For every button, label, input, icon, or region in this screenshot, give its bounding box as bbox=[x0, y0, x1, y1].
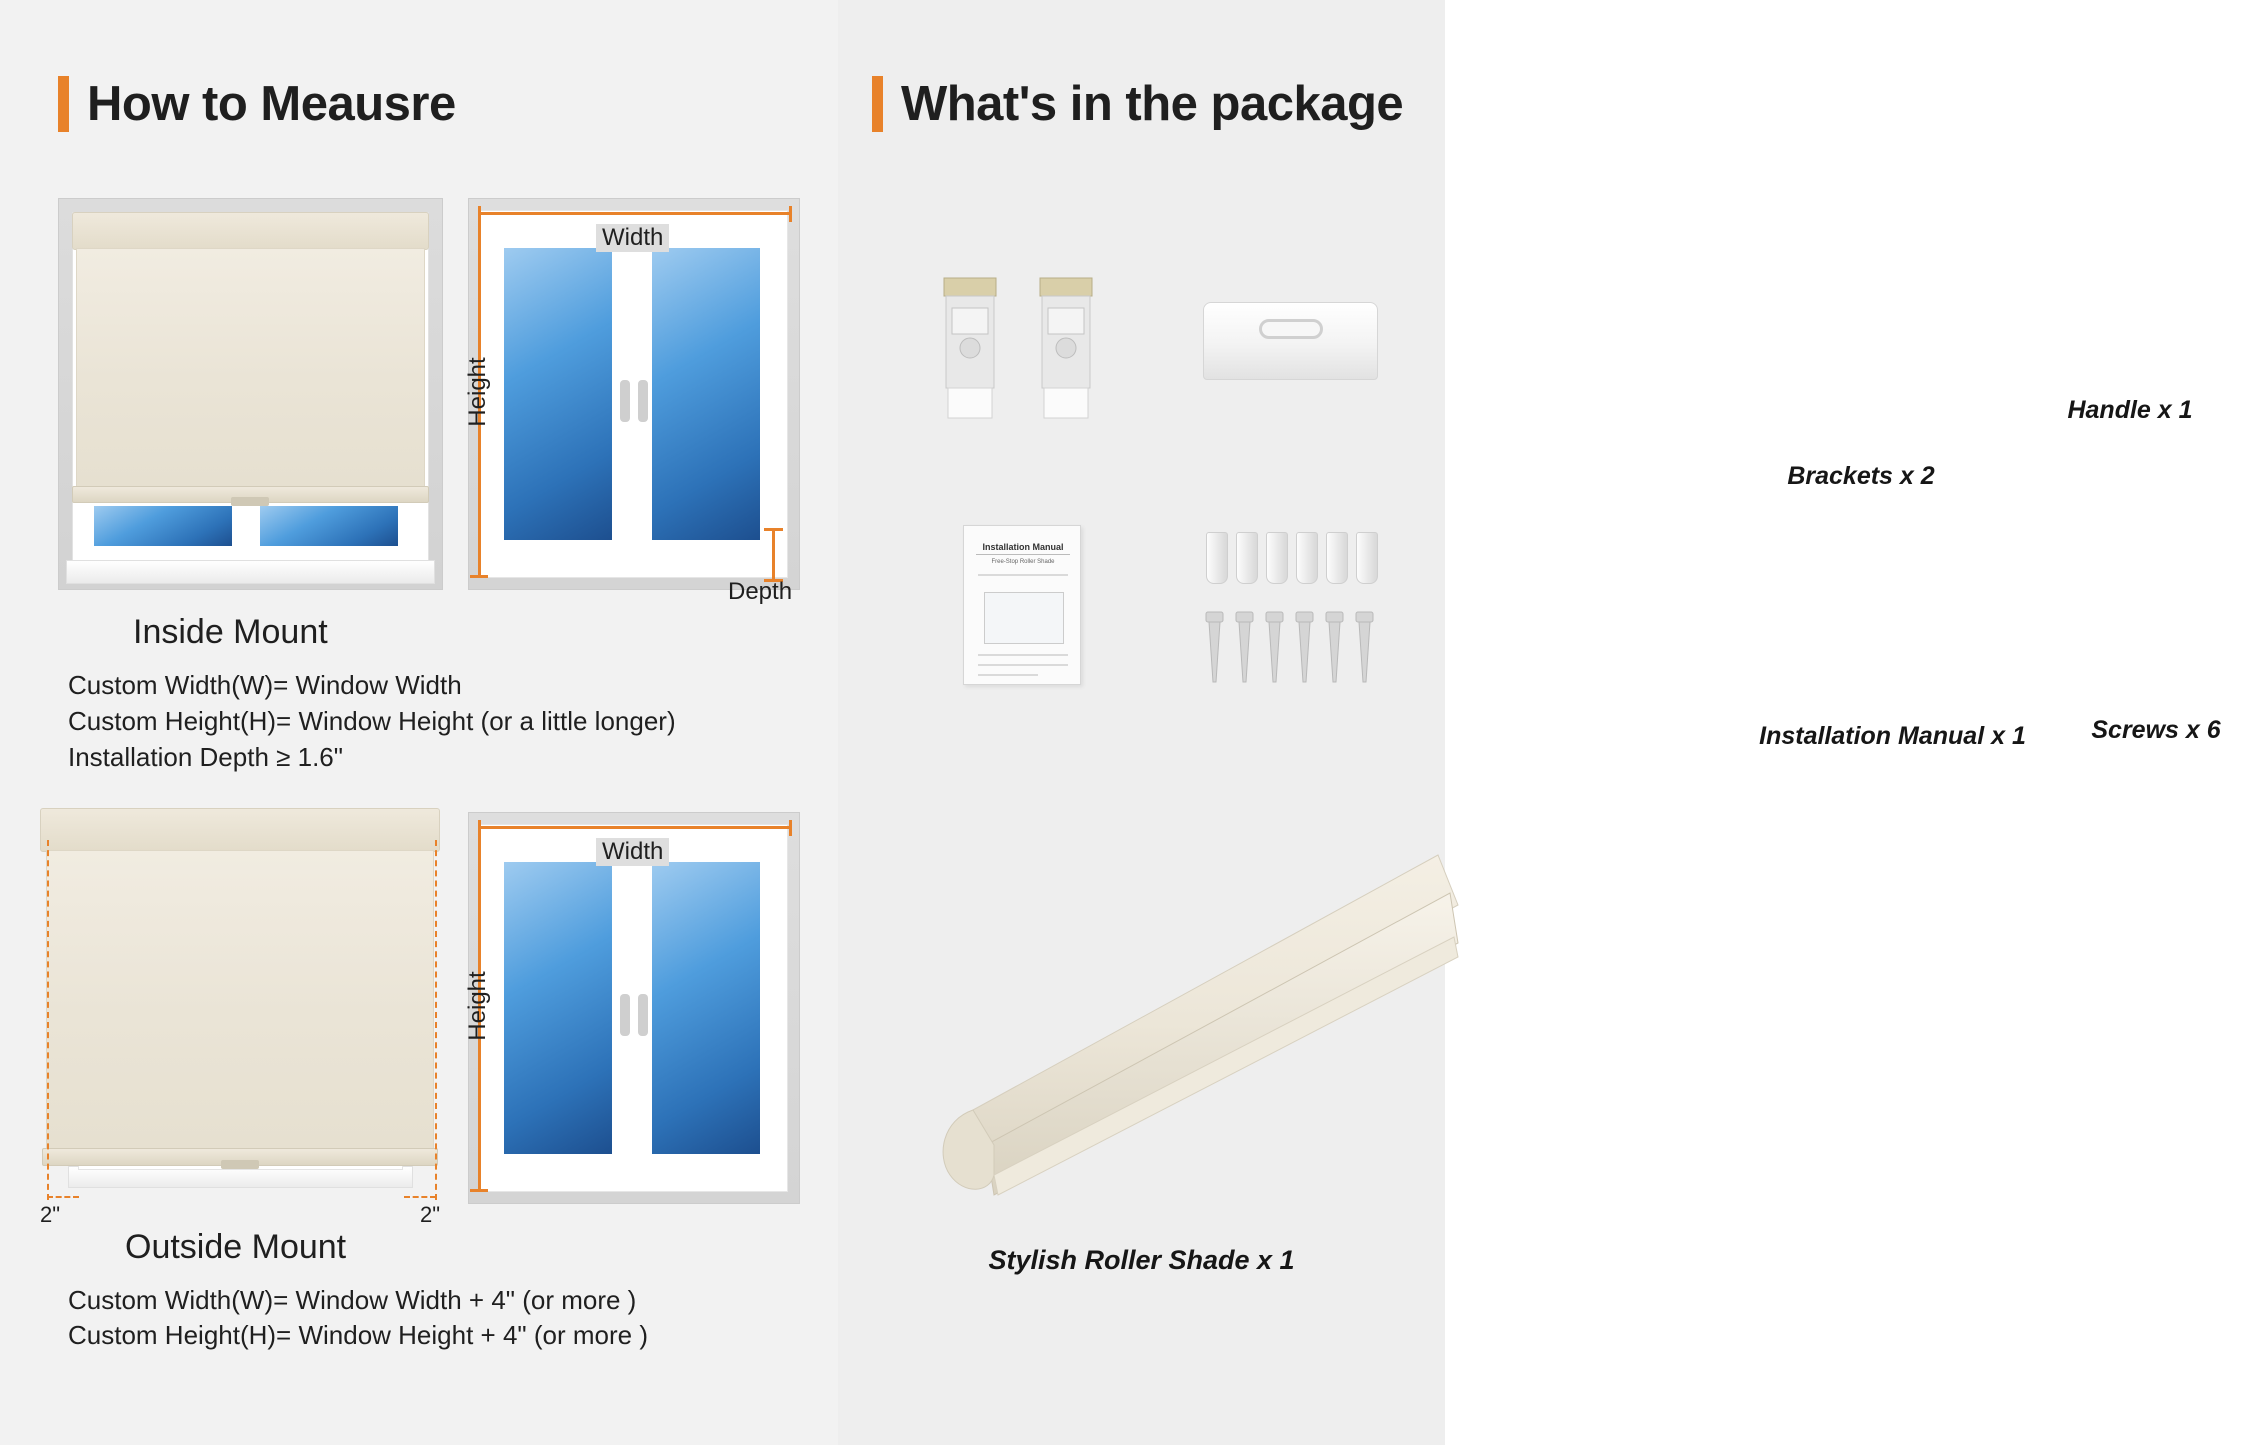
window-handle-right bbox=[638, 380, 648, 422]
glass-pane-left bbox=[88, 500, 238, 552]
how-to-measure-panel bbox=[0, 0, 838, 1445]
manual-rule-2 bbox=[978, 654, 1068, 656]
window-handle-left bbox=[620, 380, 630, 422]
depth-label: Depth bbox=[728, 578, 793, 605]
outside-width-dimension-line bbox=[478, 826, 792, 829]
brackets-icon bbox=[936, 272, 1106, 432]
height-label: Height bbox=[464, 357, 491, 427]
outside-width-label: Width bbox=[596, 838, 669, 866]
measure-glass-left bbox=[496, 240, 620, 548]
width-dimension-line bbox=[478, 212, 792, 215]
outside-width-tick-right bbox=[789, 820, 792, 836]
package-title bbox=[872, 76, 1403, 132]
overhang-guide-right bbox=[435, 840, 437, 1200]
shade-headrail bbox=[72, 212, 429, 250]
overhang-label-left: 2" bbox=[40, 1202, 61, 1227]
outside-measure-glass-left bbox=[496, 854, 620, 1162]
brackets-caption: Brackets x 2 bbox=[1787, 462, 1935, 490]
manual-caption: Installation Manual x 1 bbox=[1759, 722, 2026, 750]
wall-anchor-3 bbox=[1266, 532, 1288, 584]
installation-manual-illustration bbox=[963, 525, 1081, 685]
left-title-text: How to Meausre bbox=[87, 77, 456, 131]
handle-illustration bbox=[1203, 302, 1378, 380]
manual-rule-3 bbox=[978, 664, 1068, 666]
manual-subtitle-text: Free-Stop Roller Shade bbox=[991, 559, 1055, 565]
inside-mount-line-1: Custom Width(W)= Window Width bbox=[68, 670, 462, 700]
depth-dimension-line bbox=[772, 530, 775, 582]
shade-pull-handle bbox=[231, 497, 269, 506]
screws-icon bbox=[1204, 610, 1390, 692]
depth-tick-top bbox=[764, 528, 783, 531]
outside-mount-heading: Outside Mount bbox=[125, 1228, 347, 1266]
outside-height-tick-bottom bbox=[470, 1189, 488, 1192]
inside-mount-line-3: Installation Depth ≥ 1.6" bbox=[68, 742, 343, 772]
wall-anchor-1 bbox=[1206, 532, 1228, 584]
outside-shade-pull-handle bbox=[221, 1160, 259, 1169]
outside-window-handle-right bbox=[638, 994, 648, 1036]
handle-caption: Handle x 1 bbox=[2067, 396, 2193, 424]
window-sill bbox=[66, 560, 435, 584]
wall-anchor-2 bbox=[1236, 532, 1258, 584]
overhang-measure-left bbox=[47, 1196, 79, 1198]
outside-shade-fabric bbox=[46, 850, 434, 1150]
roller-shade-icon bbox=[898, 845, 1458, 1245]
roller-shade-caption: Stylish Roller Shade x 1 bbox=[988, 1245, 1295, 1275]
wall-anchor-4 bbox=[1296, 532, 1318, 584]
height-tick-bottom bbox=[470, 575, 488, 578]
measure-glass-right bbox=[644, 240, 768, 548]
inside-mount-heading: Inside Mount bbox=[133, 613, 328, 651]
wall-anchor-5 bbox=[1326, 532, 1348, 584]
brackets-illustration bbox=[936, 272, 1106, 437]
outside-window-handle-left bbox=[620, 994, 630, 1036]
right-title-text: What's in the package bbox=[901, 77, 1404, 131]
width-label: Width bbox=[596, 224, 669, 252]
outside-mount-line-2: Custom Height(H)= Window Height + 4" (or more ) bbox=[68, 1320, 648, 1350]
inside-mount-line-2: Custom Height(H)= Window Height (or a little longer) bbox=[68, 706, 676, 736]
manual-figure bbox=[984, 592, 1064, 644]
wall-anchor-6 bbox=[1356, 532, 1378, 584]
outside-height-label: Height bbox=[464, 971, 491, 1041]
overhang-label-right: 2" bbox=[420, 1202, 441, 1227]
accent-bar-icon-right bbox=[872, 76, 883, 132]
width-tick-right bbox=[789, 206, 792, 222]
glass-pane-right bbox=[254, 500, 404, 552]
outside-measure-glass-right bbox=[644, 854, 768, 1162]
roller-shade-illustration bbox=[898, 845, 1458, 1250]
manual-rule-4 bbox=[978, 674, 1038, 676]
manual-title-text: Installation Manual bbox=[976, 542, 1070, 555]
handle-slot-icon bbox=[1259, 319, 1323, 339]
manual-rule-1 bbox=[978, 574, 1068, 576]
outside-shade-headrail bbox=[40, 808, 440, 852]
accent-bar-icon bbox=[58, 76, 69, 132]
how-to-measure-title bbox=[58, 76, 456, 132]
screws-caption: Screws x 6 bbox=[2091, 716, 2221, 744]
outside-mount-line-1: Custom Width(W)= Window Width + 4" (or more ) bbox=[68, 1285, 637, 1315]
overhang-measure-right bbox=[404, 1196, 436, 1198]
package-contents-panel bbox=[838, 0, 2221, 1445]
shade-fabric bbox=[76, 248, 425, 488]
overhang-guide-left bbox=[47, 840, 49, 1200]
